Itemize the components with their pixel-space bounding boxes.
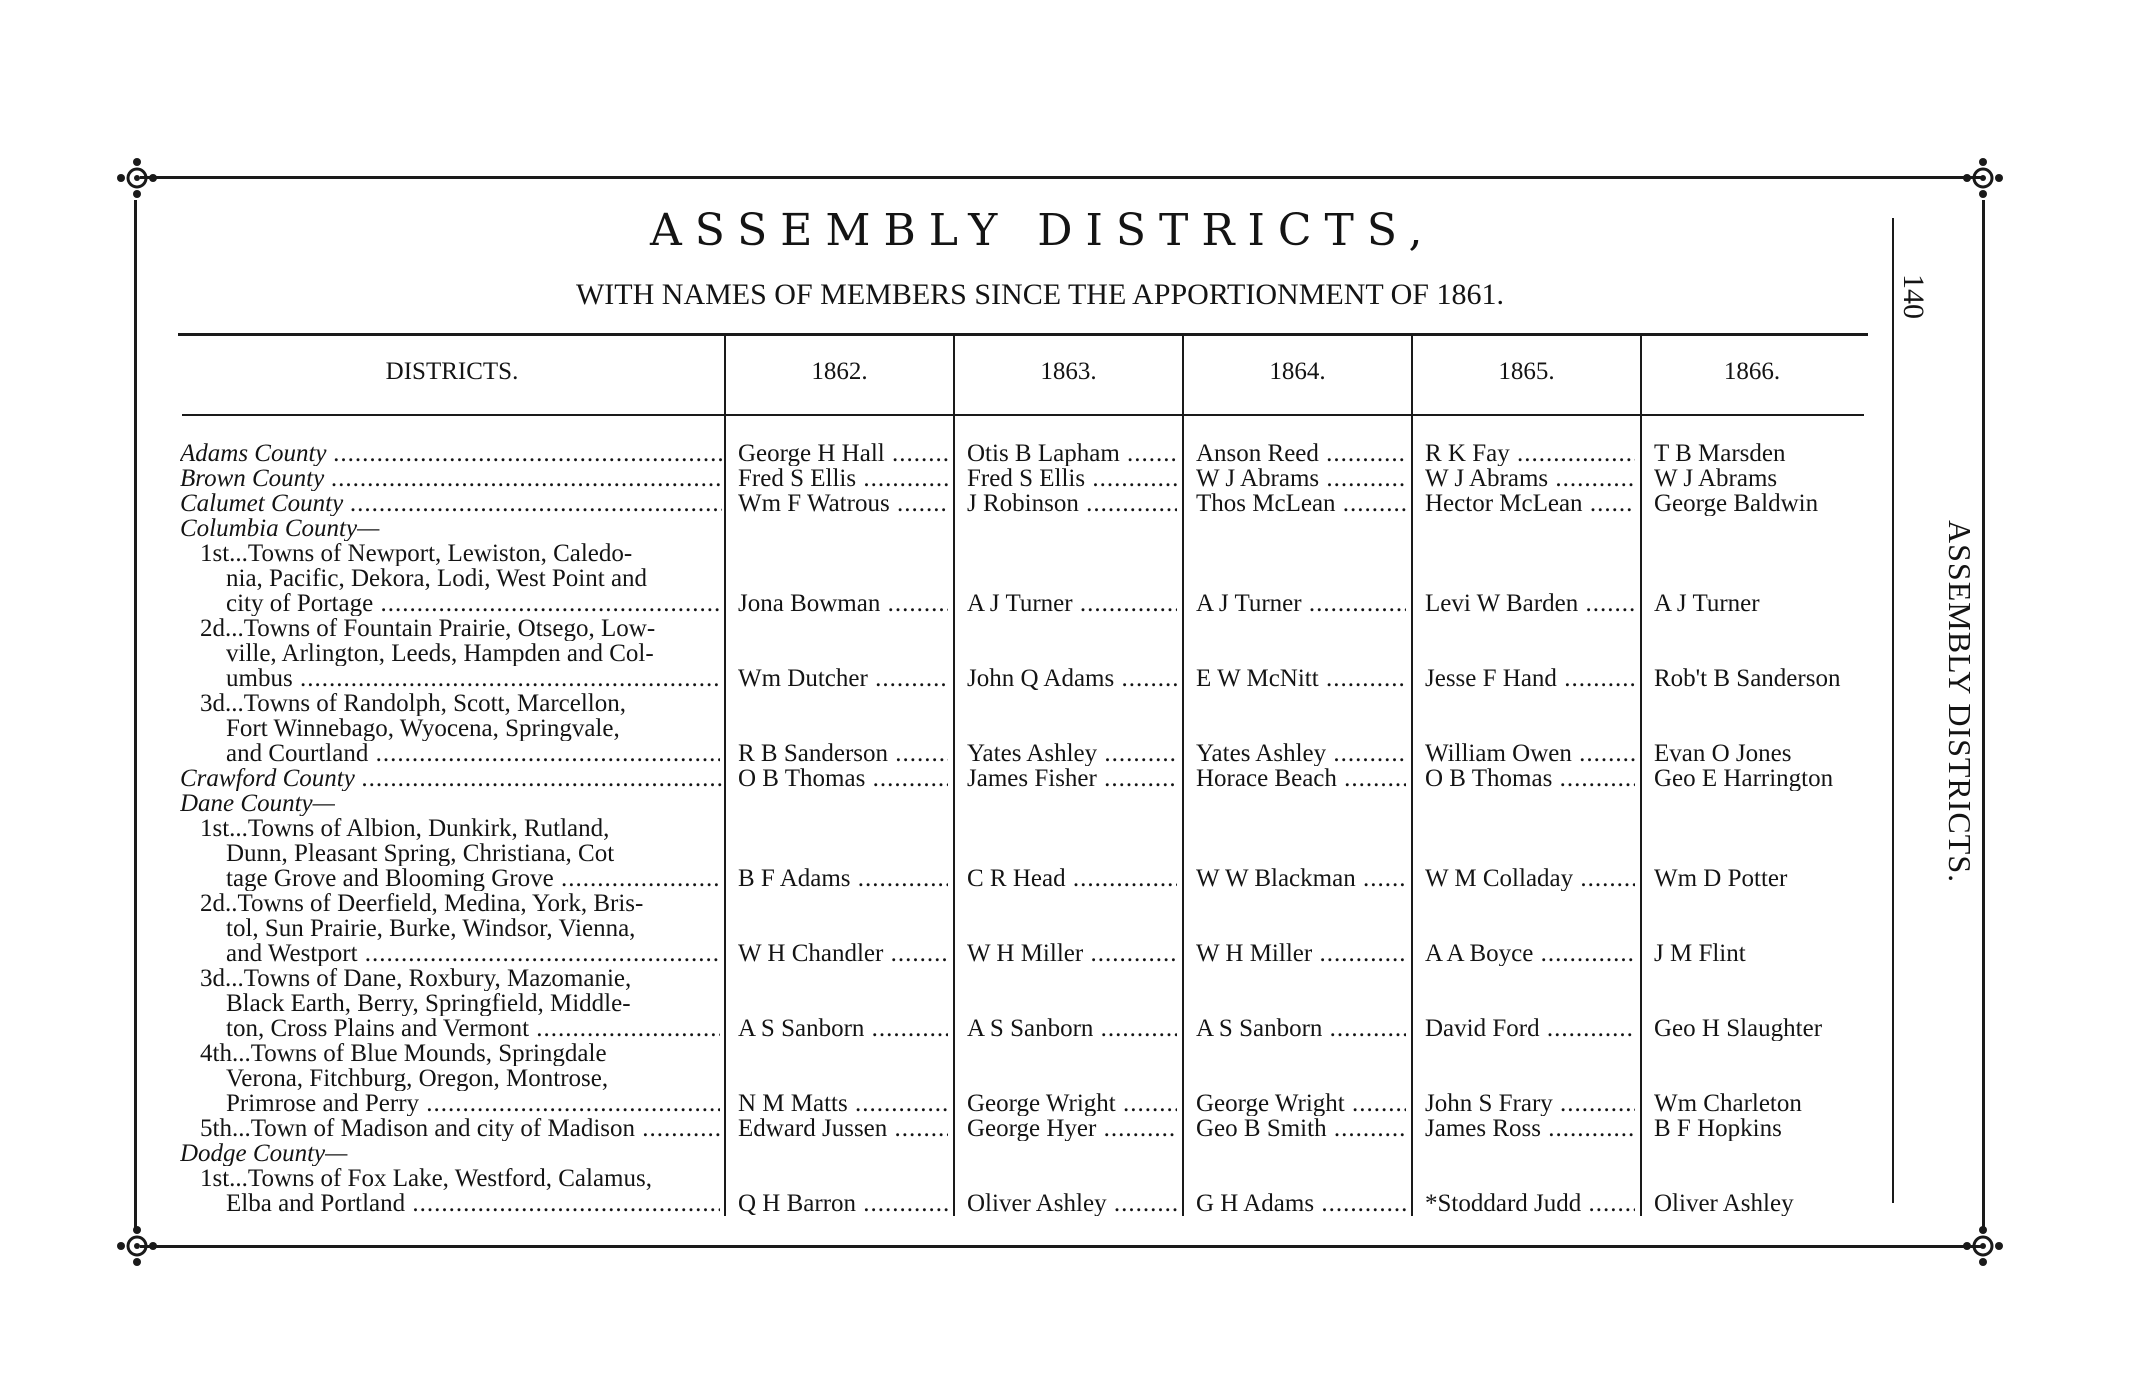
side-running-title: [1936, 520, 1976, 920]
member-cell: James Fisher .....: [967, 766, 1177, 791]
district-cell: tol, Sun Prairie, Burke, Windsor, Vienna,: [226, 916, 636, 941]
member-cell: A J Turner .....: [967, 591, 1177, 616]
page-number-text: 140: [1897, 274, 1930, 319]
member-cell: Hector McLean .....: [1425, 491, 1635, 516]
column-header-districts: DISTRICTS.: [385, 358, 519, 385]
member-cell: J M Flint: [1654, 941, 1746, 966]
member-cell: W J Abrams: [1654, 466, 1778, 491]
district-cell: and Westport .....: [226, 941, 720, 966]
member-cell: W J Abrams .....: [1196, 466, 1406, 491]
column-divider: [953, 336, 955, 1216]
member-cell: John Q Adams .....: [967, 666, 1177, 691]
member-cell: Anson Reed .....: [1196, 441, 1406, 466]
district-cell: 2d...Towns of Fountain Prairie, Otsego, Low-: [200, 616, 656, 641]
member-cell: George Wright .....: [967, 1091, 1177, 1116]
member-cell: Levi W Barden .....: [1425, 591, 1635, 616]
district-cell: Dane County—: [180, 791, 335, 816]
district-cell: city of Portage .....: [226, 591, 720, 616]
member-cell: George H Hall .....: [738, 441, 948, 466]
member-cell: A S Sanborn .....: [738, 1016, 948, 1041]
member-cell: Fred S Ellis .....: [967, 466, 1177, 491]
district-cell: 3d...Towns of Randolph, Scott, Marcellon,: [200, 691, 626, 716]
member-cell: T B Marsden: [1654, 441, 1786, 466]
member-cell: A J Turner: [1654, 591, 1760, 616]
member-cell: David Ford .....: [1425, 1016, 1635, 1041]
district-cell: 2d..Towns of Deerfield, Medina, York, Bris-: [200, 891, 644, 916]
member-cell: George Hyer .....: [967, 1116, 1177, 1141]
member-cell: R B Sanderson .....: [738, 741, 948, 766]
member-cell: George Wright .....: [1196, 1091, 1406, 1116]
district-cell: Primrose and Perry .....: [226, 1091, 720, 1116]
district-cell: Elba and Portland .....: [226, 1191, 720, 1216]
member-cell: O B Thomas .....: [738, 766, 948, 791]
member-cell: W W Blackman .....: [1196, 866, 1406, 891]
member-cell: A S Sanborn .....: [967, 1016, 1177, 1041]
page-subtitle: WITH NAMES OF MEMBERS SINCE THE APPORTIONMENT OF 1861.: [575, 278, 1504, 311]
member-cell: Wm F Watrous .....: [738, 491, 948, 516]
district-cell: Adams County .....: [180, 441, 722, 466]
member-cell: E W McNitt .....: [1196, 666, 1406, 691]
column-divider: [1182, 336, 1184, 1216]
member-cell: Geo H Slaughter: [1654, 1016, 1823, 1041]
frame-top-line: [140, 176, 1982, 179]
ornament-top-right-icon: [1959, 154, 2007, 202]
side-running-title-text: ASSEMBLY DISTRICTS.: [1942, 520, 1978, 884]
member-cell: *Stoddard Judd .....: [1425, 1191, 1635, 1216]
member-cell: William Owen .....: [1425, 741, 1635, 766]
district-cell: 1st...Towns of Albion, Dunkirk, Rutland,: [200, 816, 610, 841]
member-cell: Geo E Harrington: [1654, 766, 1834, 791]
member-cell: Fred S Ellis .....: [738, 466, 948, 491]
member-cell: A J Turner .....: [1196, 591, 1406, 616]
member-cell: N M Matts .....: [738, 1091, 948, 1116]
member-cell: Yates Ashley .....: [967, 741, 1177, 766]
column-divider: [724, 336, 726, 1216]
page-title: ASSEMBLY DISTRICTS,: [650, 205, 1436, 256]
column-header-1864: 1864.: [1269, 358, 1326, 385]
member-cell: Otis B Lapham .....: [967, 441, 1177, 466]
member-cell: J Robinson .....: [967, 491, 1177, 516]
member-cell: Evan O Jones: [1654, 741, 1792, 766]
column-divider: [1640, 336, 1642, 1216]
district-cell: Dunn, Pleasant Spring, Christiana, Cot: [226, 841, 615, 866]
member-cell: A A Boyce .....: [1425, 941, 1635, 966]
member-cell: Wm D Potter: [1654, 866, 1788, 891]
side-column-line: [1892, 218, 1894, 1203]
member-cell: Oliver Ashley: [1654, 1191, 1794, 1216]
district-cell: ton, Cross Plains and Vermont .....: [226, 1016, 720, 1041]
district-cell: Black Earth, Berry, Springfield, Middle-: [226, 991, 631, 1016]
member-cell: W J Abrams .....: [1425, 466, 1635, 491]
member-cell: Rob't B Sanderson: [1654, 666, 1841, 691]
district-cell: Columbia County—: [180, 516, 380, 541]
district-cell: 1st...Towns of Newport, Lewiston, Caledo-: [200, 541, 633, 566]
member-cell: W H Chandler .....: [738, 941, 948, 966]
member-cell: W M Colladay .....: [1425, 866, 1635, 891]
frame-bottom-line: [140, 1245, 1982, 1248]
district-cell: 3d...Towns of Dane, Roxbury, Mazomanie,: [200, 966, 632, 991]
member-cell: W H Miller .....: [967, 941, 1177, 966]
member-cell: Horace Beach .....: [1196, 766, 1406, 791]
column-header-1866: 1866.: [1723, 358, 1781, 385]
district-cell: nia, Pacific, Dekora, Lodi, West Point and: [226, 566, 648, 591]
member-cell: Jesse F Hand .....: [1425, 666, 1635, 691]
member-cell: Geo B Smith .....: [1196, 1116, 1406, 1141]
member-cell: James Ross .....: [1425, 1116, 1635, 1141]
member-cell: Wm Charleton: [1654, 1091, 1802, 1116]
page-number: [1897, 236, 1972, 319]
member-cell: C R Head .....: [967, 866, 1177, 891]
member-cell: Oliver Ashley .....: [967, 1191, 1177, 1216]
member-cell: O B Thomas .....: [1425, 766, 1635, 791]
district-cell: 5th...Town of Madison and city of Madison .....: [200, 1116, 720, 1141]
district-cell: Dodge County—: [180, 1141, 348, 1166]
district-cell: 4th...Towns of Blue Mounds, Springdale: [200, 1041, 607, 1066]
member-cell: A S Sanborn .....: [1196, 1016, 1406, 1041]
district-cell: ville, Arlington, Leeds, Hampden and Col-: [226, 641, 654, 666]
member-cell: G H Adams .....: [1196, 1191, 1406, 1216]
member-cell: Jona Bowman .....: [738, 591, 948, 616]
district-cell: 1st...Towns of Fox Lake, Westford, Calamus,: [200, 1166, 652, 1191]
header-bottom-rule: [182, 414, 1864, 416]
member-cell: Thos McLean .....: [1196, 491, 1406, 516]
column-header-1862: 1862.: [811, 358, 868, 385]
member-cell: Edward Jussen .....: [738, 1116, 948, 1141]
district-cell: tage Grove and Blooming Grove .....: [226, 866, 720, 891]
member-cell: Q H Barron .....: [738, 1191, 948, 1216]
member-cell: B F Hopkins: [1654, 1116, 1782, 1141]
district-cell: Calumet County .....: [180, 491, 722, 516]
member-cell: B F Adams .....: [738, 866, 948, 891]
district-cell: Brown County .....: [180, 466, 722, 491]
district-cell: umbus .....: [226, 666, 720, 691]
column-header-1865: 1865.: [1498, 358, 1555, 385]
ornament-bottom-left-icon: [113, 1222, 161, 1270]
ornament-top-left-icon: [113, 154, 161, 202]
district-cell: Crawford County .....: [180, 766, 722, 791]
member-cell: Yates Ashley .....: [1196, 741, 1406, 766]
column-divider: [1411, 336, 1413, 1216]
member-cell: R K Fay .....: [1425, 441, 1635, 466]
district-cell: Fort Winnebago, Wyocena, Springvale,: [226, 716, 620, 741]
member-cell: Wm Dutcher .....: [738, 666, 948, 691]
member-cell: W H Miller .....: [1196, 941, 1406, 966]
member-cell: George Baldwin: [1654, 491, 1819, 516]
ornament-bottom-right-icon: [1959, 1222, 2007, 1270]
district-cell: and Courtland .....: [226, 741, 720, 766]
member-cell: John S Frary .....: [1425, 1091, 1635, 1116]
district-cell: Verona, Fitchburg, Oregon, Montrose,: [226, 1066, 609, 1091]
frame-left-line: [134, 200, 137, 1230]
table-top-rule: [178, 333, 1868, 336]
frame-right-line: [1982, 200, 1985, 1230]
column-header-1863: 1863.: [1040, 358, 1097, 385]
